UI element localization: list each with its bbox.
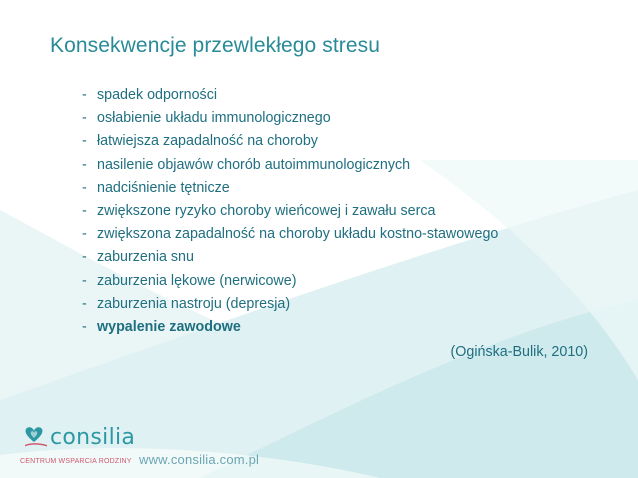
bullet-dash: - <box>82 272 87 289</box>
list-item-text: spadek odporności <box>97 87 218 103</box>
bullet-list <box>82 84 498 339</box>
bullet-dash: - <box>82 249 87 266</box>
list-item-text: zaburzenia snu <box>97 249 194 266</box>
list-item <box>82 130 498 153</box>
bullet-dash: - <box>82 179 87 196</box>
list-item-text: nasilenie objawów chorób autoimmunologicznych <box>97 156 411 173</box>
bullet-dash: - <box>82 133 87 150</box>
list-item <box>82 200 498 223</box>
bullet-dash: - <box>82 318 87 335</box>
citation: (Ogińska-Bulik, 2010) <box>450 344 588 360</box>
list-item <box>82 107 498 130</box>
consilia-logo <box>20 422 140 472</box>
list-item-text: zaburzenia lękowe (nerwicowe) <box>97 272 297 289</box>
list-item <box>82 177 498 200</box>
list-item-text: nadciśnienie tętnicze <box>97 179 230 196</box>
list-item <box>82 270 498 293</box>
list-item-text: łatwiejsza zapadalność na choroby <box>97 133 318 150</box>
list-item <box>82 246 498 269</box>
list-item <box>82 293 498 316</box>
bullet-dash: - <box>82 202 87 219</box>
list-item-text: zaburzenia nastroju (depresja) <box>97 295 291 312</box>
consilia-heart-logo-icon <box>22 424 50 452</box>
list-item <box>82 84 498 107</box>
list-item-text: zwiększone ryzyko choroby wieńcowej i zawału serca <box>97 202 436 219</box>
bullet-dash: - <box>82 156 87 173</box>
list-item-text: wypalenie zawodowe <box>97 318 241 335</box>
slide-title: Konsekwencje przewlekłego stresu <box>50 34 381 57</box>
bullet-dash: - <box>82 87 87 103</box>
logo-tagline: CENTRUM WSPARCIA RODZINY <box>20 458 132 465</box>
website-link[interactable]: www.consilia.com.pl <box>139 452 260 467</box>
list-item <box>82 154 498 177</box>
list-item <box>82 223 498 246</box>
bullet-dash: - <box>82 226 87 243</box>
list-item-text: osłabienie układu immunologicznego <box>97 110 331 127</box>
list-item-emphasized <box>82 316 498 339</box>
bullet-dash: - <box>82 110 87 127</box>
bullet-dash: - <box>82 295 87 312</box>
logo-name: consilia <box>50 425 136 450</box>
list-item-text: zwiększona zapadalność na choroby układu kostno-stawowego <box>97 226 499 243</box>
